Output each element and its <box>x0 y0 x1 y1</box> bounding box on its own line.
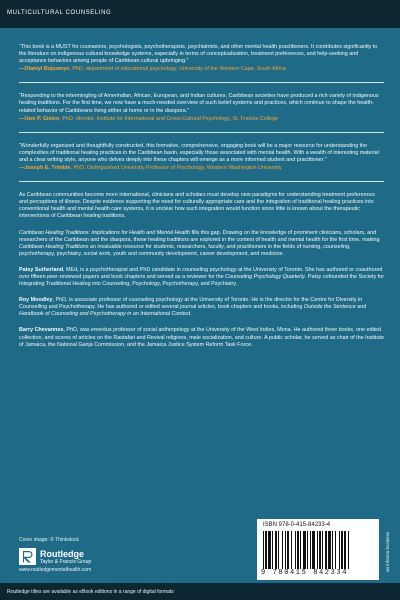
quote-author-title: , PhD, department of educational psychology, University of the Western Cape, South Africa <box>69 66 286 73</box>
category-label: MULTICULTURAL COUNSELING <box>7 10 112 16</box>
publisher-text <box>40 549 91 565</box>
barcode-bar <box>312 531 315 569</box>
author-name: Patsy Sutherland <box>19 266 64 273</box>
description-text: fills this gap. Drawing on the knowledge of prominent clinicians, scholars, and researchers of the Caribbean and the diaspora, these healing traditions are explored in the context of health and mental health for the first time, making <box>19 229 380 243</box>
bio-text: . <box>190 311 192 318</box>
description-paragraph: As Caribbean communities become more international, clinicians and scholars must develop new paradigms for understanding treatment preferences and perceptions of illness. Despite evidence supporting the need for culturally appropriate care and the integration of traditional healing practices into conventional health and mental health care systems, it is unclear how such integration would function since little is known about the therapeutic interventions of Caribbean healing traditions. <box>19 192 375 220</box>
endorsement-quote <box>19 44 384 73</box>
author-bio <box>19 267 384 288</box>
publisher-url[interactable]: www.routledgementalhealth.com <box>19 567 92 573</box>
top-band <box>0 0 400 28</box>
bio-italic: Handbook of Counseling and Psychotherapy in an International Context <box>19 311 191 318</box>
book-title-italic: Caribbean Healing Traditions <box>19 243 89 250</box>
informa-tagline: an informa business <box>385 531 390 572</box>
barcode-bar <box>285 531 286 569</box>
barcode-bar <box>268 531 271 569</box>
barcode-bar <box>282 531 283 569</box>
quote-text: “This book is a MUST for counselors, psychologists, psychotherapists, psychiatrists, and other mental health practitioners. It contributes significantly to the literature on indigenous cultural knowledge systems, especially in terms of conceptualization, treatment preferences, and help-seeking and acceptance behaviors among people of Caribbean cultural upbringing.” <box>19 44 378 65</box>
cover-content <box>19 44 384 358</box>
author-bio <box>19 327 384 348</box>
bio-italic: Outside the Sentence <box>303 304 356 311</box>
bio-italic: Counseling Psychology Quarterly <box>225 273 305 280</box>
barcode-bar <box>310 531 311 569</box>
barcode-bar <box>297 531 299 569</box>
quote-text: “Responding to the intermingling of Amerindian, African, European, and Indian cultures, Caribbean societies have produced a rich variety of indigenous healing traditions. For the first time, we now have a much-needed overview of such belief systems and practices, which continue to shape the health-related behavior of Caribbeans living either at home or in the diaspora.” <box>19 93 379 114</box>
barcode-bar <box>332 531 333 569</box>
barcode-bar <box>344 531 346 569</box>
book-title-italic: Caribbean Healing Traditions: Implications for Health and Mental Health <box>19 229 190 236</box>
endorsement-quote <box>19 93 384 122</box>
barcode-bar <box>291 531 292 569</box>
barcode-bar <box>263 531 264 569</box>
publisher-name: Routledge <box>40 548 84 559</box>
quote-author-title: , PhD, Distinguished University Professor of Psychology, Western Washington University <box>70 165 282 172</box>
barcode-bar <box>300 531 301 569</box>
quote-author: —Olaniyi Bojuwoye <box>19 66 70 73</box>
ebook-note: Routledge titles are available as eBook editions in a range of digital formats <box>7 589 174 595</box>
quote-author-title: , PhD, director, Institute for International and Cross-Cultural Psychology, St. Francis College <box>59 115 278 122</box>
bio-text: . Patsy cofounded the Society for Integrating Traditional Healing into Counseling, Psychology, Psychotherapy, and Psychiatry. <box>19 273 384 288</box>
barcode-bar <box>335 531 336 569</box>
isbn-barcode <box>257 519 379 580</box>
routledge-logo-icon <box>19 548 36 565</box>
isbn-label: ISBN 978-0-415-84233-4 <box>263 522 331 528</box>
barcode-bar <box>328 531 331 569</box>
description-text: an invaluable resource for students, researchers, faculty, and practitioners in the fields of nursing, counseling, psychotherapy, psychiatry, social work, youth and community development, career development, and medicine. <box>19 243 351 257</box>
barcode-bar <box>325 531 327 569</box>
barcode-bar <box>295 531 296 569</box>
author-name: Roy Moodley <box>19 297 53 304</box>
divider <box>19 82 384 83</box>
quote-attribution <box>19 66 384 73</box>
barcode-bar <box>272 531 273 569</box>
quote-author: —Uwe P. Gielen <box>19 115 60 122</box>
cover-credit: Cover image: © Thinkstock <box>19 537 80 543</box>
barcode-digits: 9 780415 842334 <box>261 569 349 577</box>
divider <box>19 181 384 182</box>
barcode-bar <box>341 531 343 569</box>
divider <box>19 132 384 133</box>
bio-text: , MEd, is a psychotherapist and PhD candidate in counseling psychology at the University of Toronto. She has authored or coauthored over fifteen peer-reviewed papers and book chapters and served as a reviewer for the <box>19 266 383 280</box>
barcode-bar <box>303 531 306 569</box>
author-name: Barry Chevannes <box>19 327 64 334</box>
barcode-bar <box>278 531 279 569</box>
quote-text: “Wonderfully organized and thoughtfully constructed, this formative, comprehensive, engaging book will be a major resource for understanding the complexities of traditional healing practices in the Caribbean basin, especially those associated with mental health. With a wealth of interesting material and a clear writing style, anyone who delves deeply into these chapters will emerge as a more informed student and practitioner.” <box>19 142 379 163</box>
barcode-bar <box>287 531 289 569</box>
quote-attribution <box>19 116 384 123</box>
barcode-bar <box>317 531 318 569</box>
barcode-bar <box>307 531 308 569</box>
barcode-bar <box>265 531 267 569</box>
bio-text: , PhD, is associate professor of counseling psychology at the University of Toronto. He is the director for the Centre for Diversity in Counselling and Psychotherapy. He has authored or edited several journal articles, book chapters and books, including <box>19 297 363 311</box>
bio-text: , PhD, was emeritus professor of social anthropology at the University of the West Indies, Mona. He authored three books, one edited collection, and scores of articles on the Rastafari and Revival religions, male socialization, and culture. A public scholar, he served as chair of the Institute of Jamaica, the National Ganja Commission, and the Jamaica Justice System Reform Task Force. <box>19 327 384 348</box>
barcode-bar <box>319 531 321 569</box>
publisher-block <box>19 548 91 565</box>
publisher-subtitle: Taylor & Francis Group <box>40 558 92 565</box>
description-paragraph <box>19 230 384 258</box>
barcode-bar <box>339 531 340 569</box>
author-bio <box>19 297 384 318</box>
quote-author: —Joseph E. Trimble <box>19 165 71 172</box>
endorsement-quote <box>19 143 384 172</box>
bio-text: and <box>355 304 367 311</box>
barcode-bars <box>263 531 373 569</box>
barcode-bar <box>348 531 349 569</box>
barcode-bar <box>322 531 323 569</box>
quote-attribution <box>19 165 384 172</box>
barcode-bar <box>275 531 277 569</box>
